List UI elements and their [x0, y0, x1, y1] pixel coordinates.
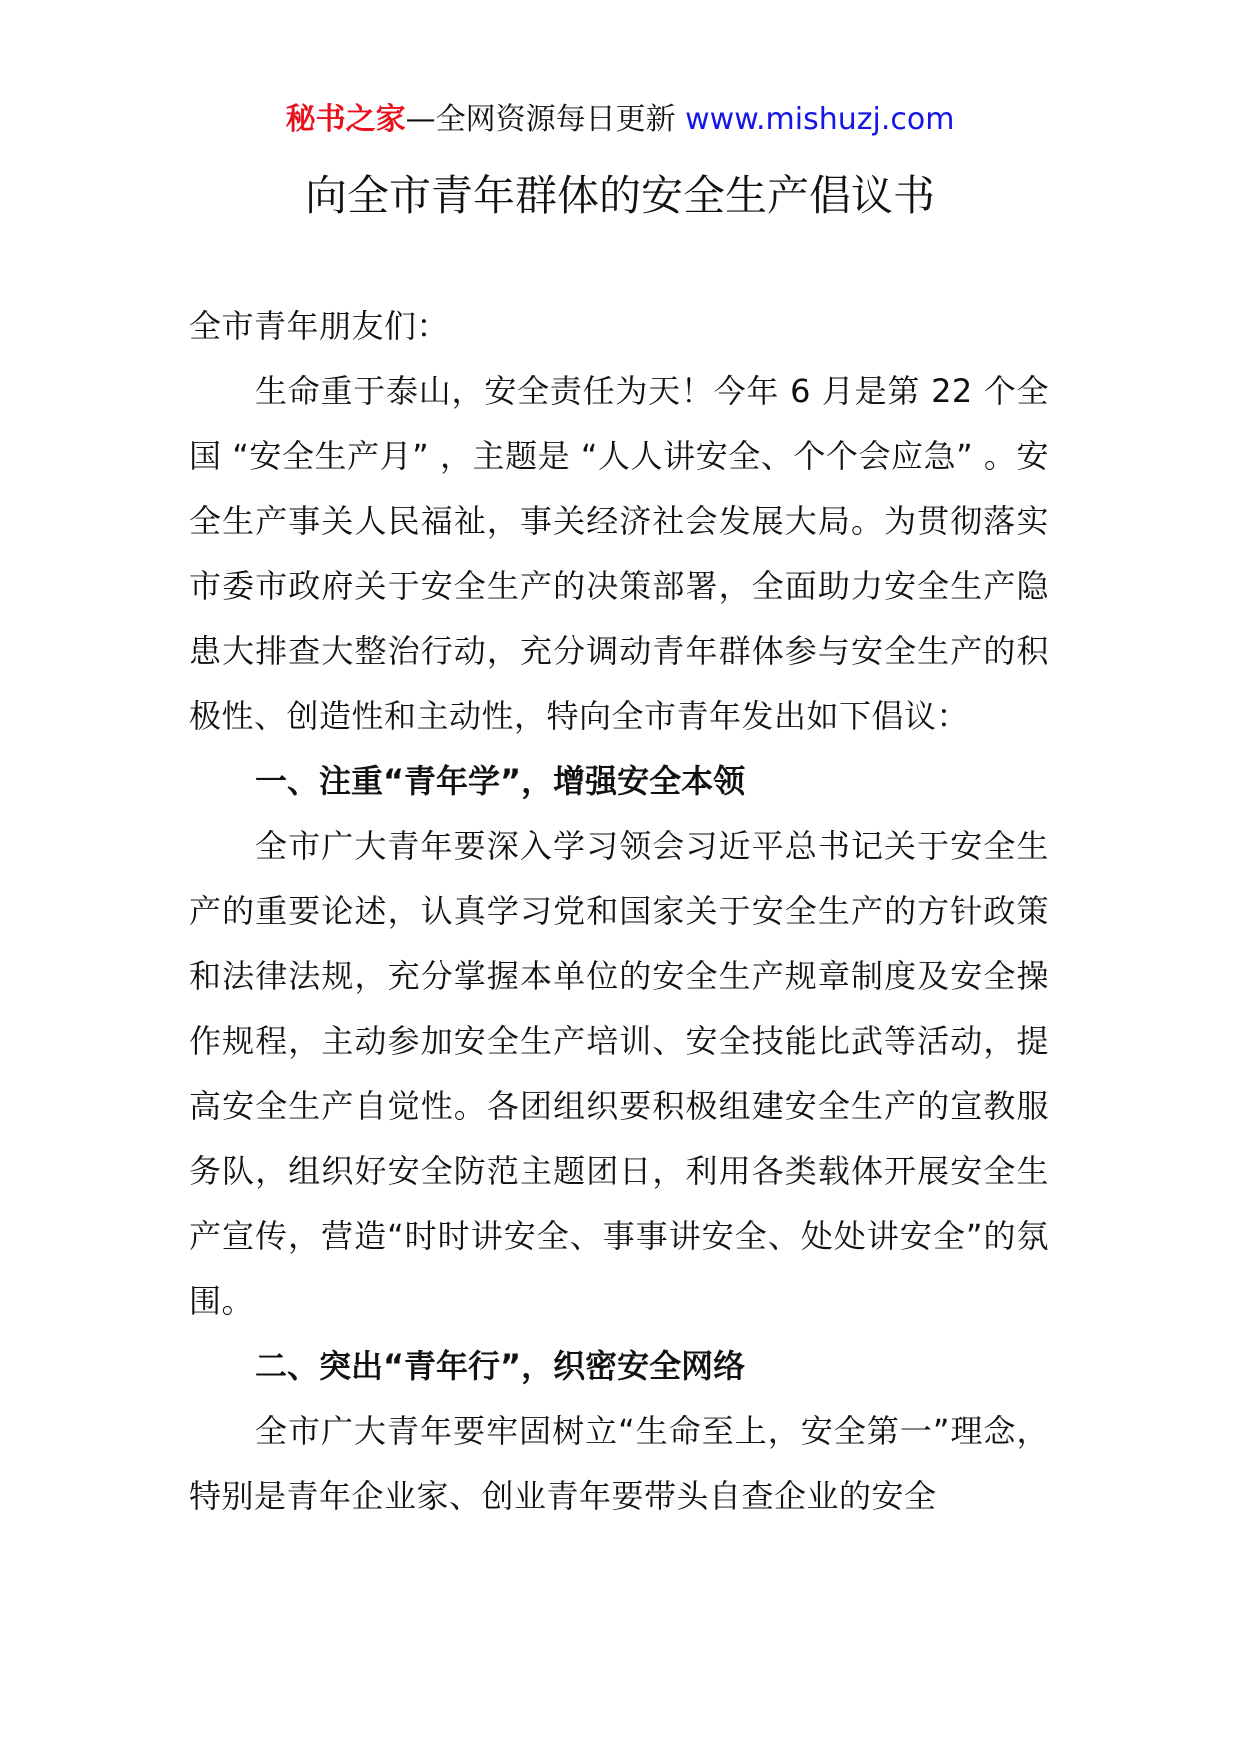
header-tagline: —全网资源每日更新	[405, 102, 686, 137]
paragraph-section-2: 全市广大青年要牢固树立“生命至上，安全第一”理念，特别是青年企业家、创业青年要带头自查企业的安全	[189, 1412, 1049, 1515]
paragraph-intro: 生命重于泰山，安全责任为天！今年 6 月是第 22 个全国 “安全生产月” ，主题是 “人人讲安全、个个会应急” 。安全生产事关人民福祉，事关经济社会发展大局。为贯彻落实市委市政府关于安全生产的决策部署，全面助力安全生产隐患大排查大整治行动，充分调动青年群体参与安全生产的积极性、创造性和主动性，特向全市青年发出如下倡议：	[189, 372, 1049, 735]
section-heading-1: 一、注重“青年学”，增强安全本领	[255, 762, 746, 800]
salutation: 全市青年朋友们：	[189, 307, 450, 345]
site-header	[0, 100, 1240, 140]
document-body	[189, 294, 1049, 1529]
site-link[interactable]: www.mishuzj.com	[685, 102, 955, 137]
brand-name: 秘书之家	[285, 102, 406, 137]
document-title: 向全市青年群体的安全生产倡议书	[304, 171, 935, 220]
paragraph-section-1: 全市广大青年要深入学习领会习近平总书记关于安全生产的重要论述，认真学习党和国家关于安全生产的方针政策和法律法规，充分掌握本单位的安全生产规章制度及安全操作规程，主动参加安全生产培训、安全技能比武等活动，提高安全生产自觉性。各团组织要积极组建安全生产的宣教服务队，组织好安全防范主题团日，利用各类载体开展安全生产宣传，营造“时时讲安全、事事讲安全、处处讲安全”的氛围。	[189, 827, 1049, 1320]
section-heading-2: 二、突出“青年行”，织密安全网络	[255, 1347, 746, 1385]
